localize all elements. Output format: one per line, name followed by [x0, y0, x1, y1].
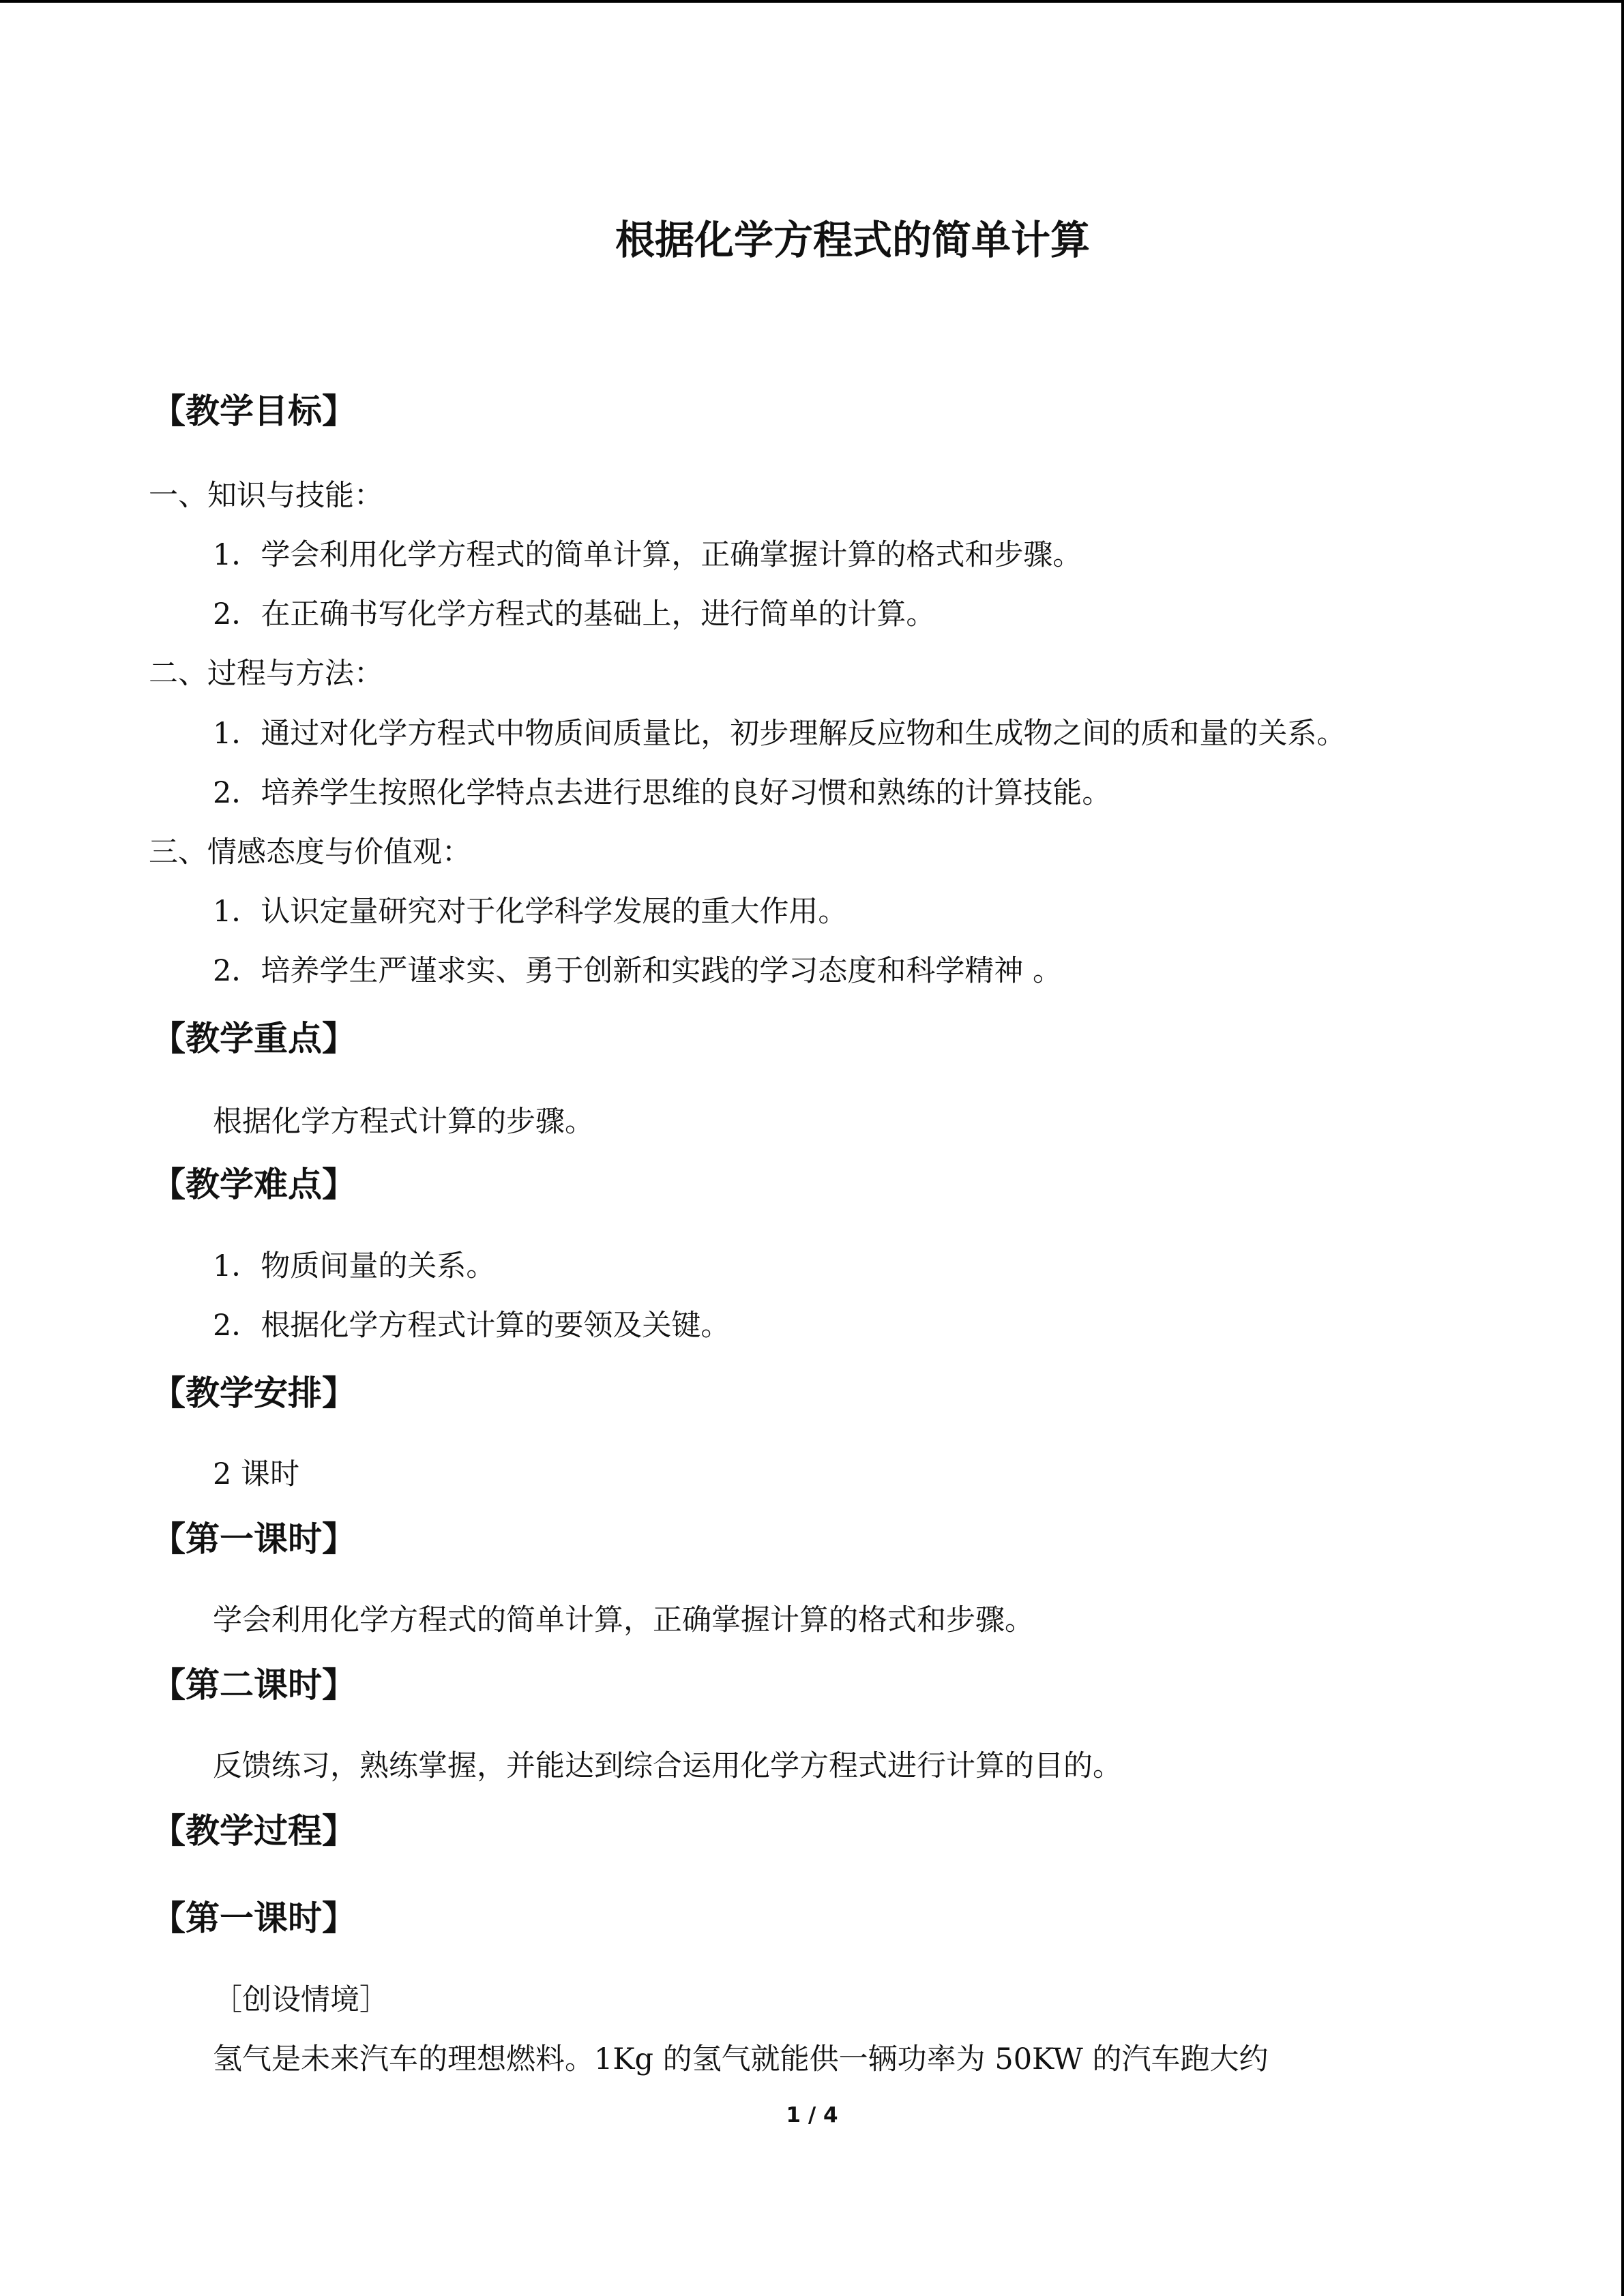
page-border-top [0, 0, 1624, 3]
heading-arrangement: 【教学安排】 [151, 1373, 356, 1413]
objective-knowledge-item: 1．学会利用化学方程式的简单计算，正确掌握计算的格式和步骤。 [213, 538, 1082, 572]
heading-key-points: 【教学重点】 [151, 1019, 356, 1058]
lesson-one-text: 学会利用化学方程式的简单计算，正确掌握计算的格式和步骤。 [213, 1603, 1034, 1637]
page-border-right [1621, 0, 1624, 2296]
objective-process-item: 1．通过对化学方程式中物质间质量比，初步理解反应物和生成物之间的质和量的关系。 [213, 717, 1346, 751]
heading-difficulties: 【教学难点】 [151, 1165, 356, 1204]
heading-lesson-one: 【第一课时】 [151, 1519, 356, 1559]
scenario-label: ［创设情境］ [213, 1983, 389, 2017]
heading-process-lesson-one: 【第一课时】 [151, 1898, 356, 1938]
scenario-text: 氢气是未来汽车的理想燃料。1Kg 的氢气就能供一辆功率为 50KW 的汽车跑大约 [213, 2042, 1269, 2076]
lesson-two-text: 反馈练习，熟练掌握，并能达到综合运用化学方程式进行计算的目的。 [213, 1749, 1122, 1783]
objective-attitude-item: 1．认识定量研究对于化学科学发展的重大作用。 [213, 895, 848, 929]
heading-teaching-objectives: 【教学目标】 [151, 391, 356, 431]
page-number: 1 / 4 [786, 2103, 838, 2128]
objective-attitude-item: 2．培养学生严谨求实、勇于创新和实践的学习态度和科学精神 。 [213, 954, 1063, 988]
arrangement-text: 2 课时 [213, 1457, 300, 1491]
difficulty-item: 2．根据化学方程式计算的要领及关键。 [213, 1309, 730, 1343]
difficulty-item: 1．物质间量的关系。 [213, 1249, 496, 1283]
objective-process-item: 2．培养学生按照化学特点去进行思维的良好习惯和熟练的计算技能。 [213, 776, 1112, 810]
key-points-text: 根据化学方程式计算的步骤。 [213, 1105, 594, 1139]
objective-knowledge-item: 2．在正确书写化学方程式的基础上，进行简单的计算。 [213, 597, 936, 631]
document-title: 根据化学方程式的简单计算 [615, 217, 1090, 263]
heading-lesson-two: 【第二课时】 [151, 1665, 356, 1705]
objective-knowledge-label: 一、知识与技能： [149, 479, 383, 513]
heading-teaching-process: 【教学过程】 [151, 1811, 356, 1851]
objective-attitude-label: 三、情感态度与价值观： [149, 835, 471, 869]
objective-process-label: 二、过程与方法： [149, 657, 383, 691]
